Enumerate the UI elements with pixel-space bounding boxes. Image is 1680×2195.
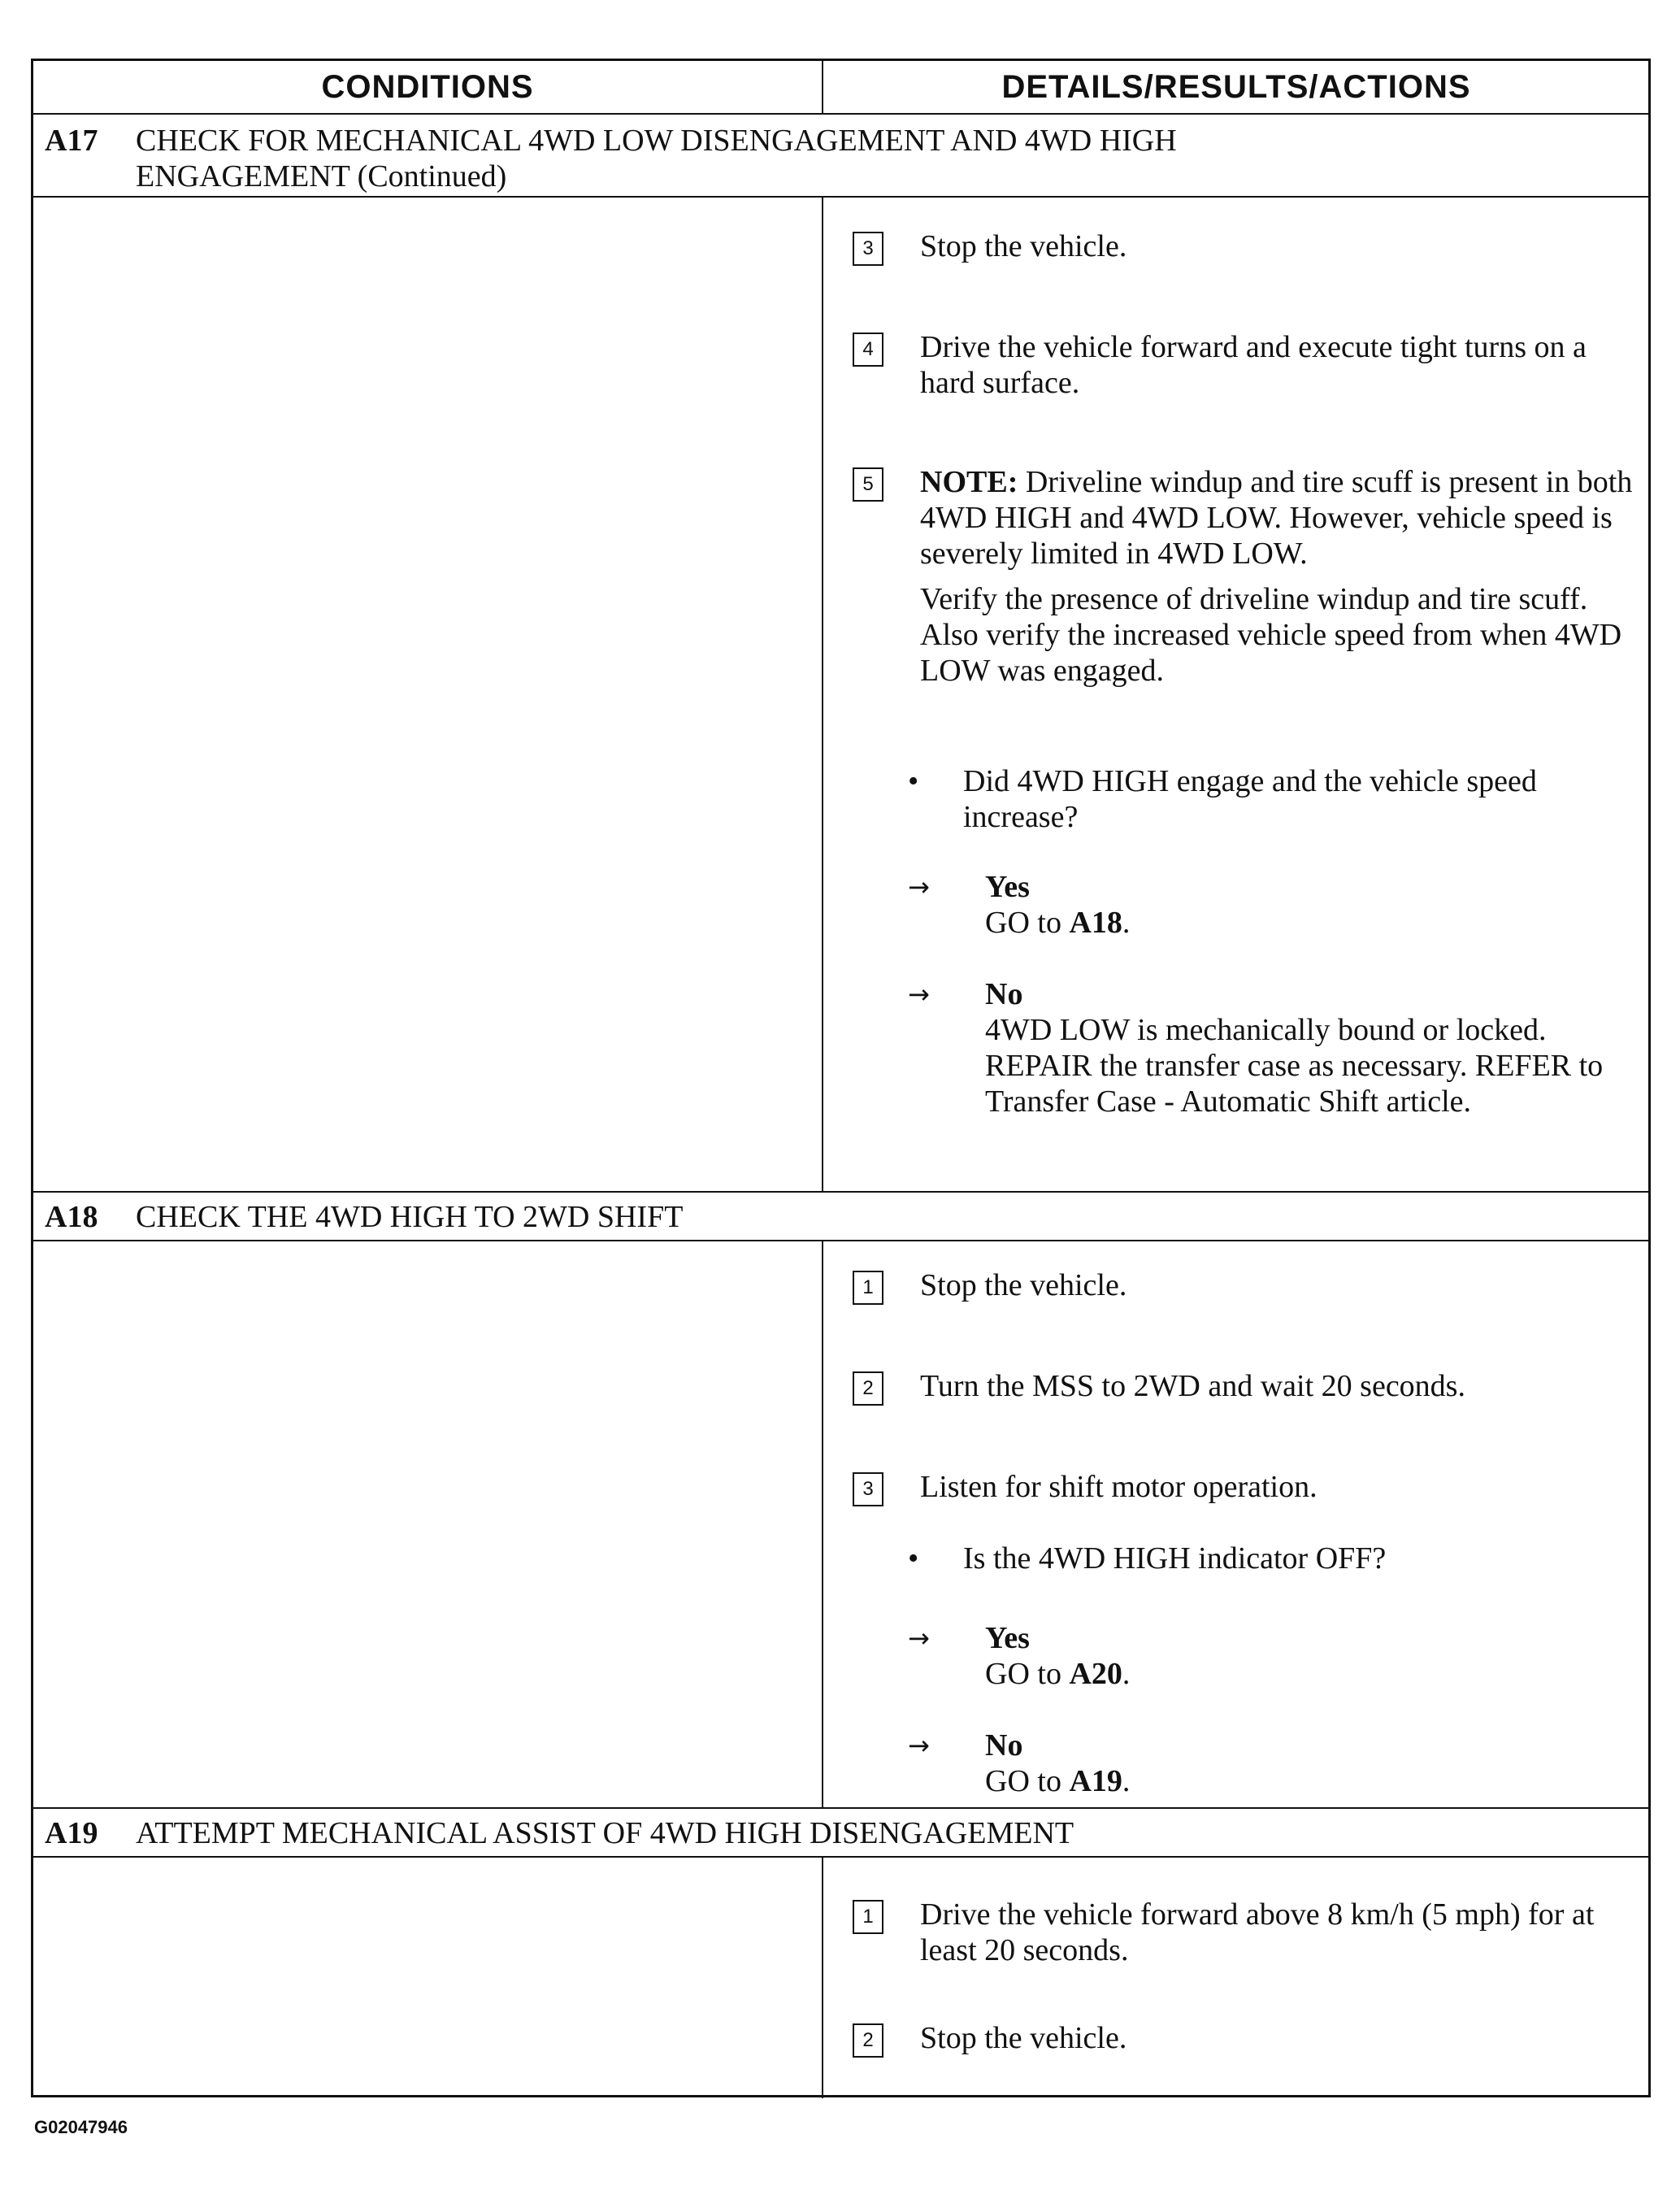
step-text: Turn the MSS to 2WD and wait 20 seconds. [920,1369,1465,1403]
step [853,1469,1641,1505]
arrow-right-icon: → [908,1623,930,1654]
section-id: A19 [45,1816,98,1850]
goto-target: A19 [1069,1764,1122,1798]
no-branch [908,1728,1639,1799]
question-text: Is the 4WD HIGH indicator OFF? [963,1541,1387,1576]
section-title-text: CHECK THE 4WD HIGH TO 2WD SHIFT [136,1200,684,1234]
branch-label: No [985,1728,1023,1763]
step-number: 2 [853,1371,883,1406]
step-number: 1 [853,1271,883,1305]
step-text: Listen for shift motor operation. [920,1470,1318,1504]
branch-label: No [985,977,1023,1011]
rule [33,196,1648,198]
branch-text: GO to A20. [985,1657,1131,1691]
section-title-a19 [33,1815,1648,1851]
section-title-a17 [33,123,1648,194]
rule [33,1191,1648,1193]
step-text: Stop the vehicle. [920,1268,1127,1302]
rule [33,1807,1648,1809]
step [853,329,1641,401]
question-text: Did 4WD HIGH engage and the vehicle speed increase? [963,764,1537,834]
branch-text: GO to A18. [985,906,1131,940]
column-divider [822,61,823,113]
step-text: Drive the vehicle forward and execute tight turns on a hard surface. [920,330,1587,400]
branch-label: Yes [985,870,1030,904]
section-id: A17 [45,124,98,158]
figure-id: G02047946 [34,2117,128,2137]
note-text: Driveline windup and tire scuff is present in both 4WD HIGH and 4WD LOW. However, vehicle speed is severely limited in 4WD LOW. [920,465,1633,571]
rule [33,1856,1648,1858]
step [853,1368,1641,1404]
branch-label: Yes [985,1621,1030,1655]
branch-text: GO to A19. [985,1764,1131,1798]
note [920,464,1641,572]
step-number: 5 [853,467,883,502]
step-number: 4 [853,333,883,367]
rule [33,113,1648,115]
goto-target: A18 [1069,906,1122,940]
step-text: Stop the vehicle. [920,2021,1127,2055]
question [908,1541,1639,1576]
yes-branch [908,869,1639,941]
column-divider [822,196,823,1191]
arrow-right-icon: → [908,1730,930,1761]
step-number: 2 [853,2023,883,2058]
step-text: Stop the vehicle. [920,229,1127,263]
question [908,763,1639,835]
bullet-icon: • [908,764,919,798]
section-title-text: ATTEMPT MECHANICAL ASSIST OF 4WD HIGH DISENGAGEMENT [136,1816,1074,1850]
step-text: Verify the presence of driveline windup and tire scuff. Also verify the increased vehicle speed from when 4WD LOW was engaged. [920,582,1622,688]
section-id: A18 [45,1200,98,1234]
section-title-text: CHECK FOR MECHANICAL 4WD LOW DISENGAGEMENT AND 4WD HIGH [136,124,1177,158]
branch-text: 4WD LOW is mechanically bound or locked. REPAIR the transfer case as necessary. REFER to Transfer Case - Automatic Shift article. [985,1013,1604,1119]
no-branch [908,976,1639,1119]
step [853,464,1641,689]
yes-branch [908,1620,1639,1692]
conditions-header: CONDITIONS [321,68,534,105]
step-number: 3 [853,1472,883,1506]
arrow-right-icon: → [908,871,930,902]
step-number: 3 [853,232,883,266]
section-title-a18 [33,1199,1648,1235]
column-divider [822,1240,823,1807]
section-title-text: ENGAGEMENT (Continued) [136,159,507,193]
step-number: 1 [853,1900,883,1934]
step [853,228,1641,264]
note-label: NOTE: [920,465,1018,499]
step [853,1897,1641,1968]
step [853,2020,1641,2056]
goto-target: A20 [1069,1657,1122,1691]
diagnostic-table [31,59,1651,2097]
column-divider [822,1856,823,2098]
details-header: DETAILS/RESULTS/ACTIONS [1001,68,1471,105]
step-text: Drive the vehicle forward above 8 km/h (5 mph) for at least 20 seconds. [920,1897,1595,1967]
bullet-icon: • [908,1541,919,1576]
arrow-right-icon: → [908,979,930,1010]
rule [33,1240,1648,1241]
step [853,1267,1641,1303]
